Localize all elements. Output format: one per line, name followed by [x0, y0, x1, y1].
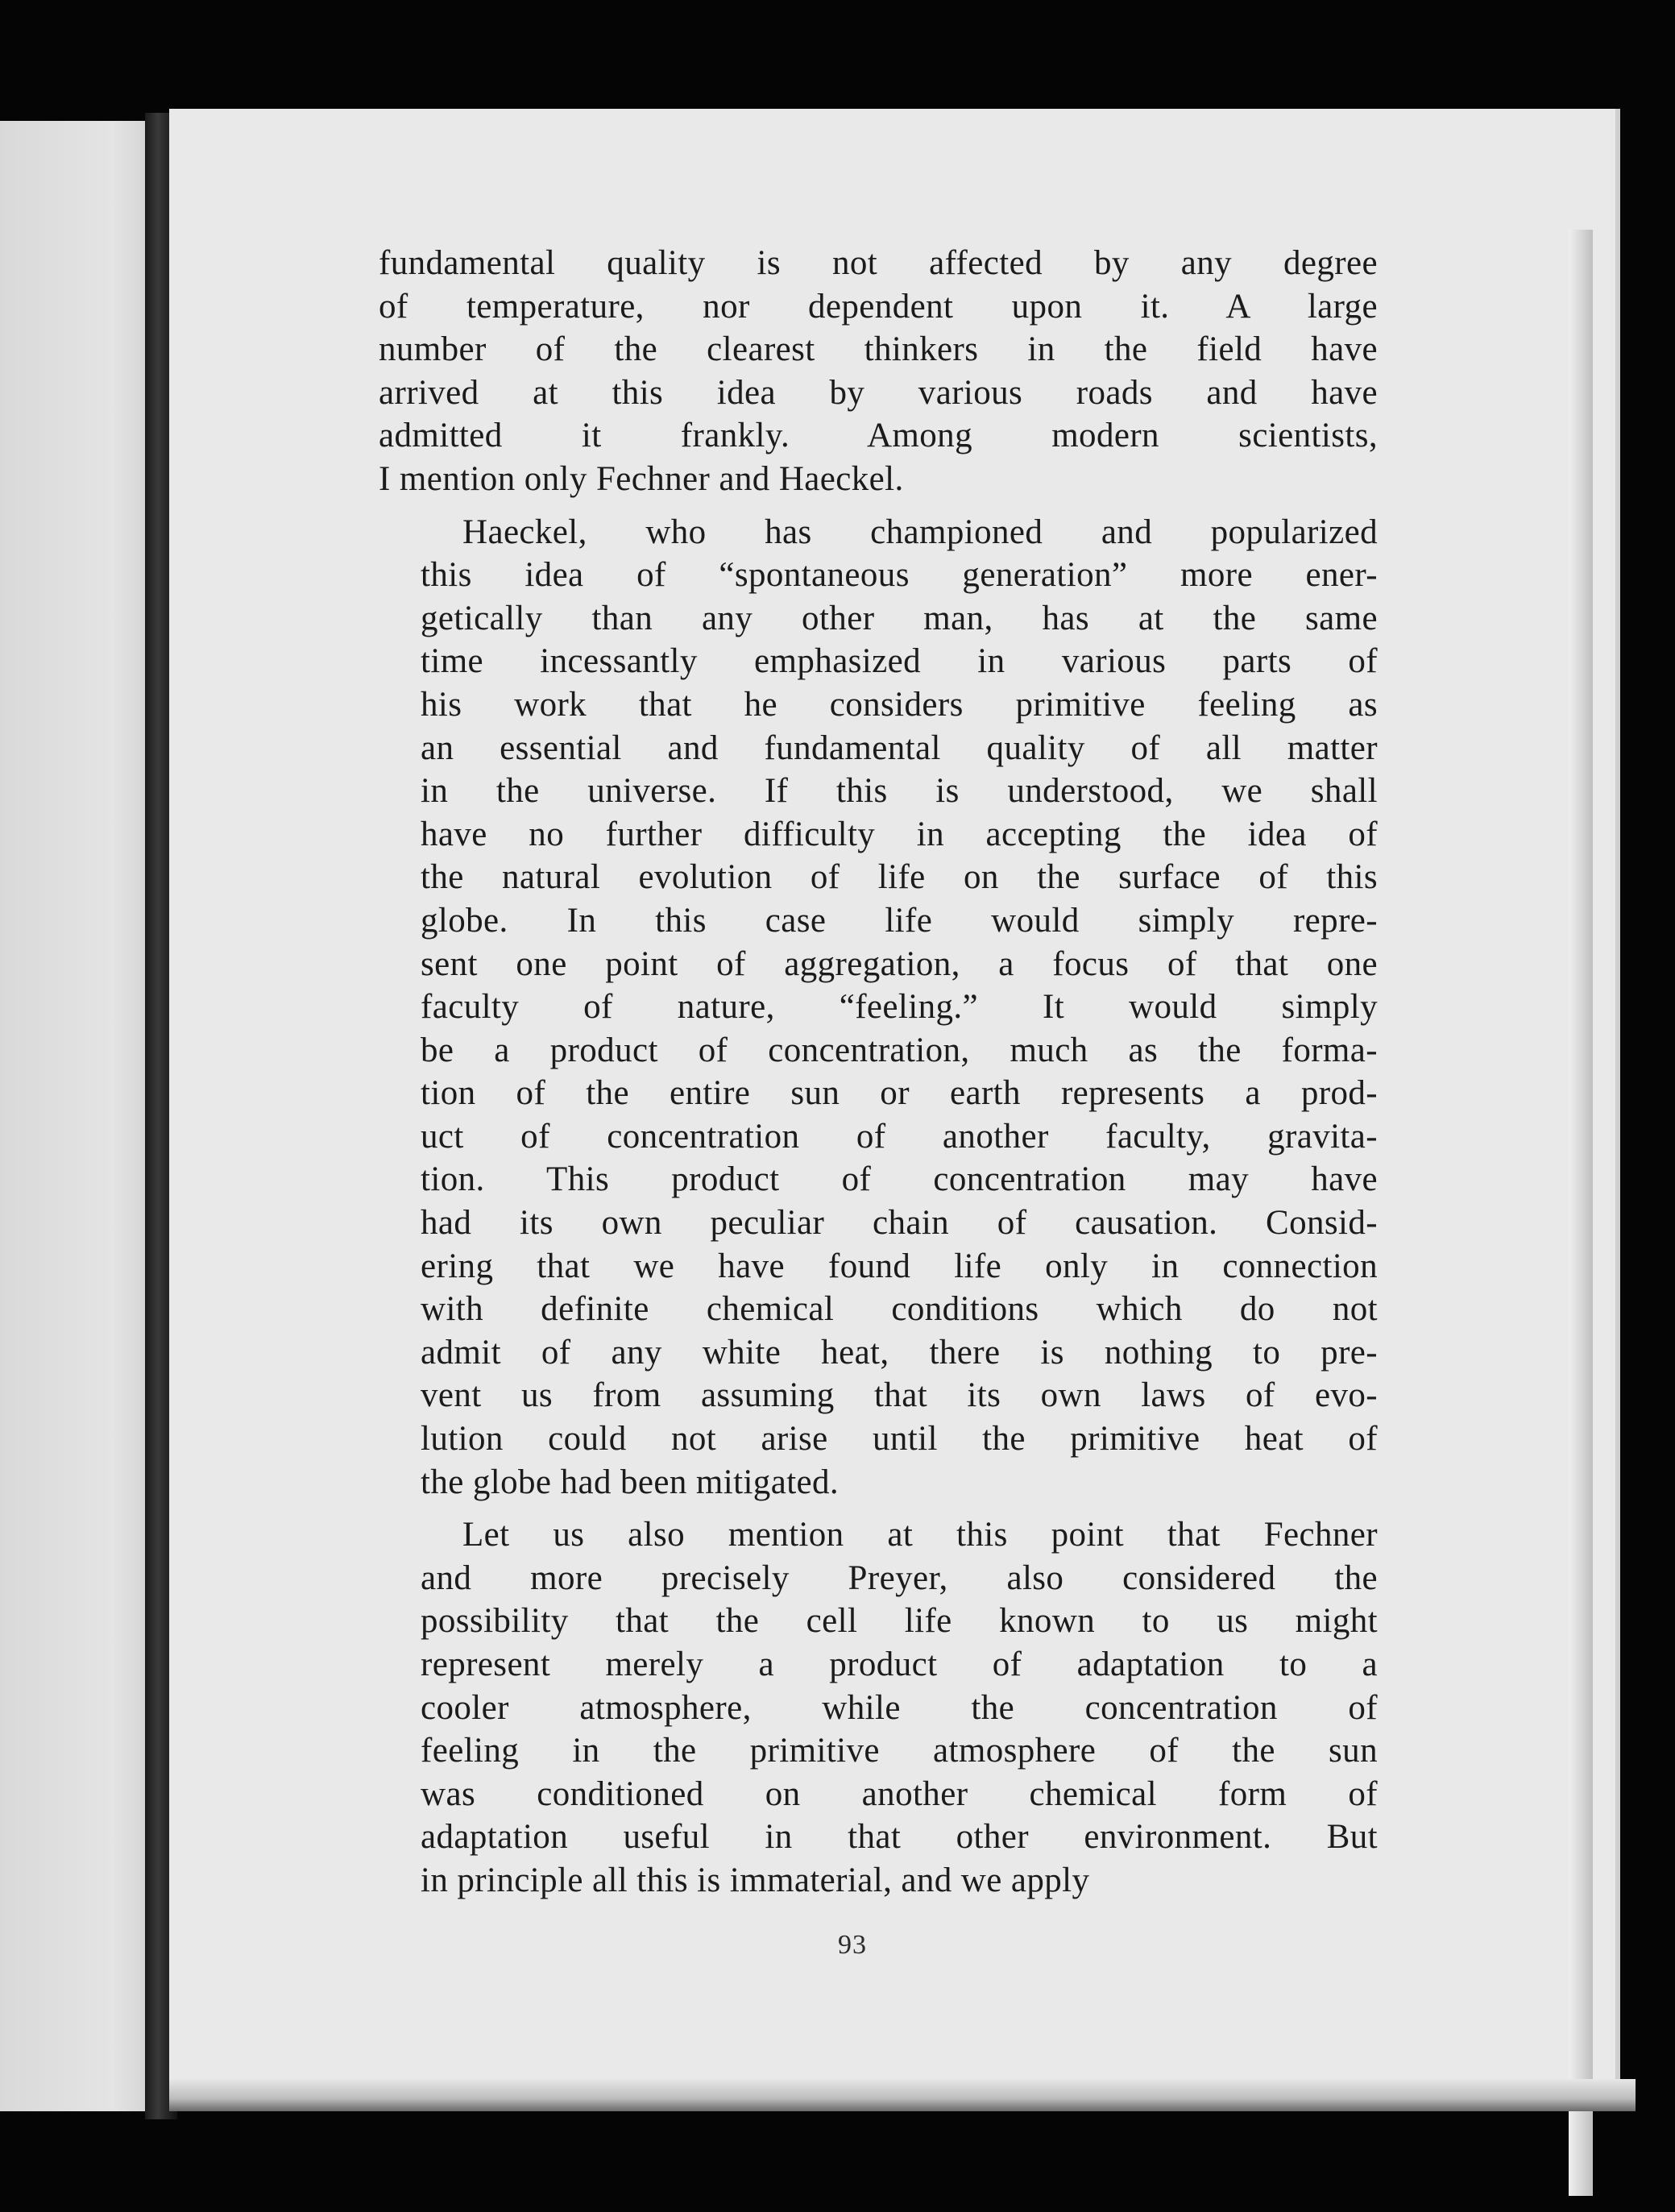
text-line: Let us also mention at this point that Fechner — [462, 1516, 1378, 1554]
body-text — [379, 242, 1378, 1912]
text-line: be a product of concentration, much as the forma- — [421, 1031, 1378, 1069]
text-line: represent merely a product of adaptation to a — [421, 1646, 1378, 1683]
text-line: admit of any white heat, there is nothing to pre- — [421, 1333, 1378, 1372]
text-line: getically than any other man, has at the same — [421, 599, 1378, 637]
page-fore-edge — [1569, 230, 1593, 2196]
paragraph — [379, 511, 1378, 1504]
text-line: had its own peculiar chain of causation. Consid- — [421, 1204, 1378, 1243]
text-line: this idea of “spontaneous generation” more ener- — [421, 556, 1378, 595]
text-line: time incessantly emphasized in various parts of — [421, 642, 1378, 681]
text-line: in the universe. If this is understood, we shall — [421, 772, 1378, 811]
text-line: globe. In this case life would simply repre- — [421, 901, 1378, 940]
text-line: Haeckel, who has championed and popularized — [462, 513, 1378, 551]
text-line: admitted it frankly. Among modern scientists, — [379, 417, 1378, 455]
page-number: 93 — [838, 1930, 867, 1960]
text-line: I mention only Fechner and Haeckel. — [379, 459, 904, 498]
text-line: was conditioned on another chemical form of — [421, 1774, 1378, 1813]
text-line: and more precisely Preyer, also considered the — [421, 1558, 1378, 1597]
text-line: tion of the entire sun or earth represents a prod- — [421, 1074, 1378, 1113]
text-line: vent us from assuming that its own laws of evo- — [421, 1376, 1378, 1415]
paragraph — [379, 242, 1378, 501]
page-bottom-edge — [169, 2079, 1636, 2111]
previous-page-edge — [0, 121, 161, 2111]
text-line: in principle all this is immaterial, and we apply — [421, 1861, 1090, 1899]
text-line: feeling in the primitive atmosphere of the sun — [421, 1732, 1378, 1770]
text-line: ering that we have found life only in connection — [421, 1247, 1378, 1285]
text-line: faculty of nature, “feeling.” It would simply — [421, 988, 1378, 1027]
text-line: number of the clearest thinkers in the field have — [379, 330, 1378, 369]
text-line: fundamental quality is not affected by any degree — [379, 244, 1378, 282]
text-line: lution could not arise until the primitive heat of — [421, 1420, 1378, 1459]
text-line: of temperature, nor dependent upon it. A large — [379, 287, 1378, 326]
text-line: arrived at this idea by various roads and have — [379, 373, 1378, 412]
text-line: the globe had been mitigated. — [421, 1463, 840, 1501]
text-line: tion. This product of concentration may have — [421, 1160, 1378, 1199]
text-line: cooler atmosphere, while the concentration of — [421, 1688, 1378, 1727]
text-line: his work that he considers primitive feeling as — [421, 685, 1378, 724]
text-line: with definite chemical conditions which do not — [421, 1290, 1378, 1329]
text-line: have no further difficulty in accepting the idea of — [421, 815, 1378, 853]
text-line: an essential and fundamental quality of all matter — [421, 728, 1378, 767]
text-line: possibility that the cell life known to us might — [421, 1602, 1378, 1641]
text-line: sent one point of aggregation, a focus of that one — [421, 944, 1378, 983]
paragraph — [379, 1513, 1378, 1902]
text-line: adaptation useful in that other environment. But — [421, 1818, 1378, 1857]
text-line: uct of concentration of another faculty, gravita- — [421, 1117, 1378, 1156]
text-line: the natural evolution of life on the surface of this — [421, 858, 1378, 897]
